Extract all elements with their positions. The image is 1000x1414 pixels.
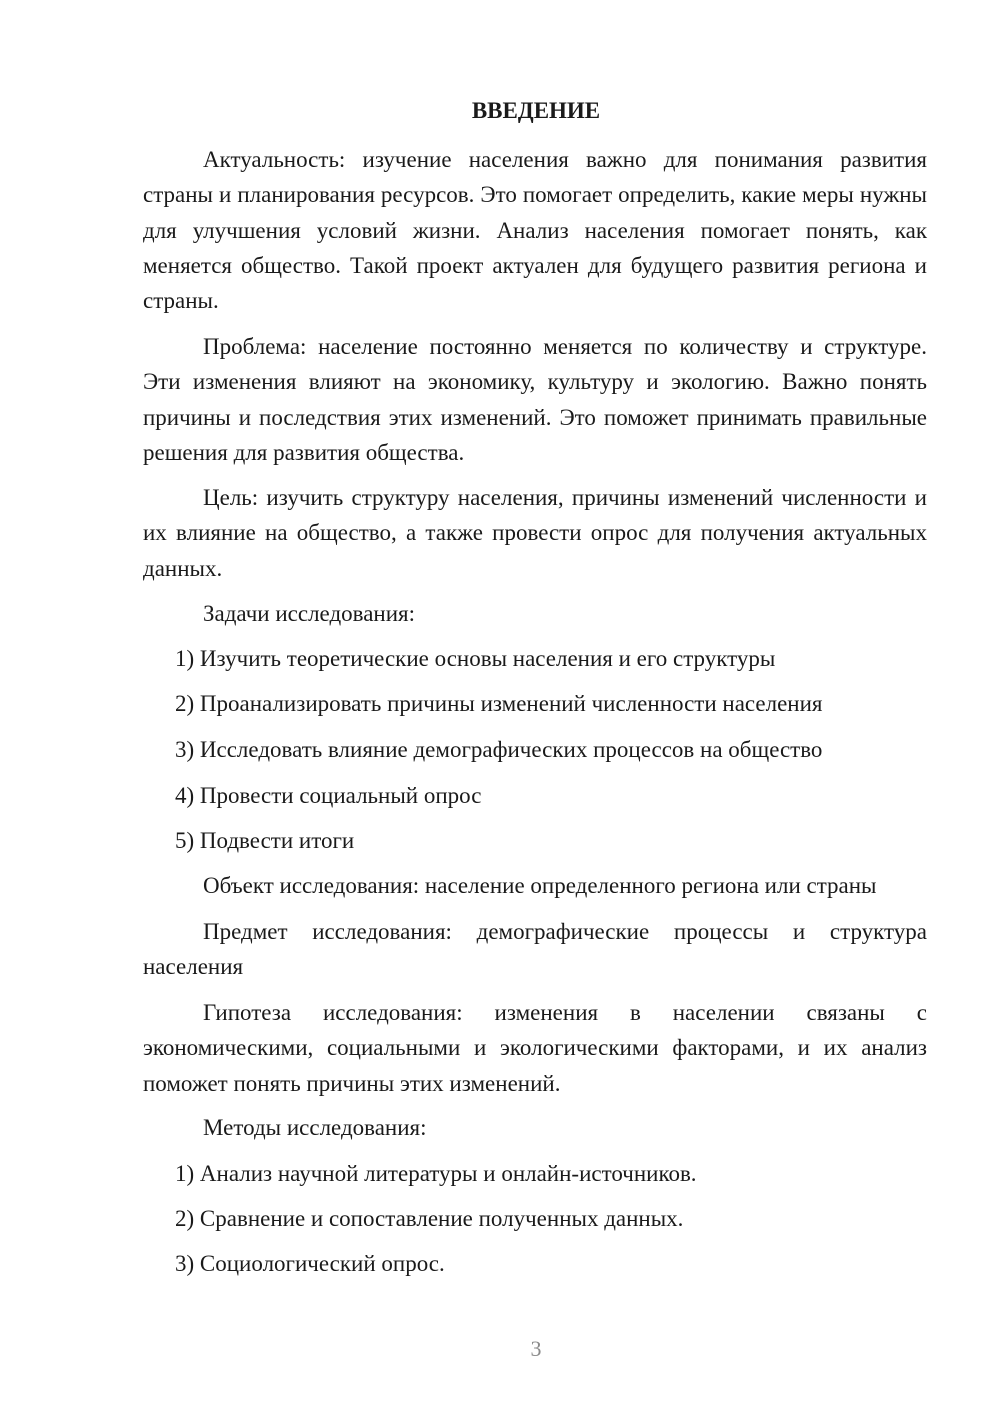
paragraph-object: Объект исследования: население определенного региона или страны — [203, 873, 877, 898]
methods-label: Методы исследования: — [203, 1115, 427, 1140]
page-title: ВВЕДЕНИЕ — [471, 98, 601, 123]
method-item: 3) Социологический опрос. — [175, 1251, 445, 1276]
paragraph-hypothesis: Гипотеза исследования: изменения в населении связаны с экономическими, социальными и экологическими факторами, и их анализ поможет понять причины этих изменений. — [143, 1000, 927, 1096]
paragraph-relevance: Актуальность: изучение населения важно для понимания развития страны и планирования ресурсов. Это помогает определить, какие меры нужны для улучшения условий жизни. Анализ населения помогает понять, как меняется общество. Такой проект актуален для будущего развития региона и страны. — [143, 147, 927, 314]
page-number: 3 — [530, 1336, 542, 1361]
paragraph-problem: Проблема: население постоянно меняется по количеству и структуре. Эти изменения влияют на экономику, культуру и экологию. Важно понять причины и последствия этих изменений. Это поможет принимать правильные решения для развития общества. — [143, 334, 927, 465]
paragraph-goal: Цель: изучить структуру населения, причины изменений численности и их влияние на общество, а также провести опрос для получения актуальных данных. — [143, 485, 927, 581]
task-item: 3) Исследовать влияние демографических процессов на общество — [175, 737, 823, 762]
method-item: 2) Сравнение и сопоставление полученных данных. — [175, 1206, 684, 1231]
task-item: 2) Проанализировать причины изменений численности населения — [175, 691, 823, 716]
task-item: 4) Провести социальный опрос — [175, 783, 482, 808]
task-item: 1) Изучить теоретические основы населения и его структуры — [175, 646, 776, 671]
task-item: 5) Подвести итоги — [175, 828, 355, 853]
method-item: 1) Анализ научной литературы и онлайн-источников. — [175, 1161, 697, 1186]
paragraph-subject: Предмет исследования: демографические процессы и структура населения — [143, 919, 927, 980]
tasks-label: Задачи исследования: — [203, 601, 416, 626]
